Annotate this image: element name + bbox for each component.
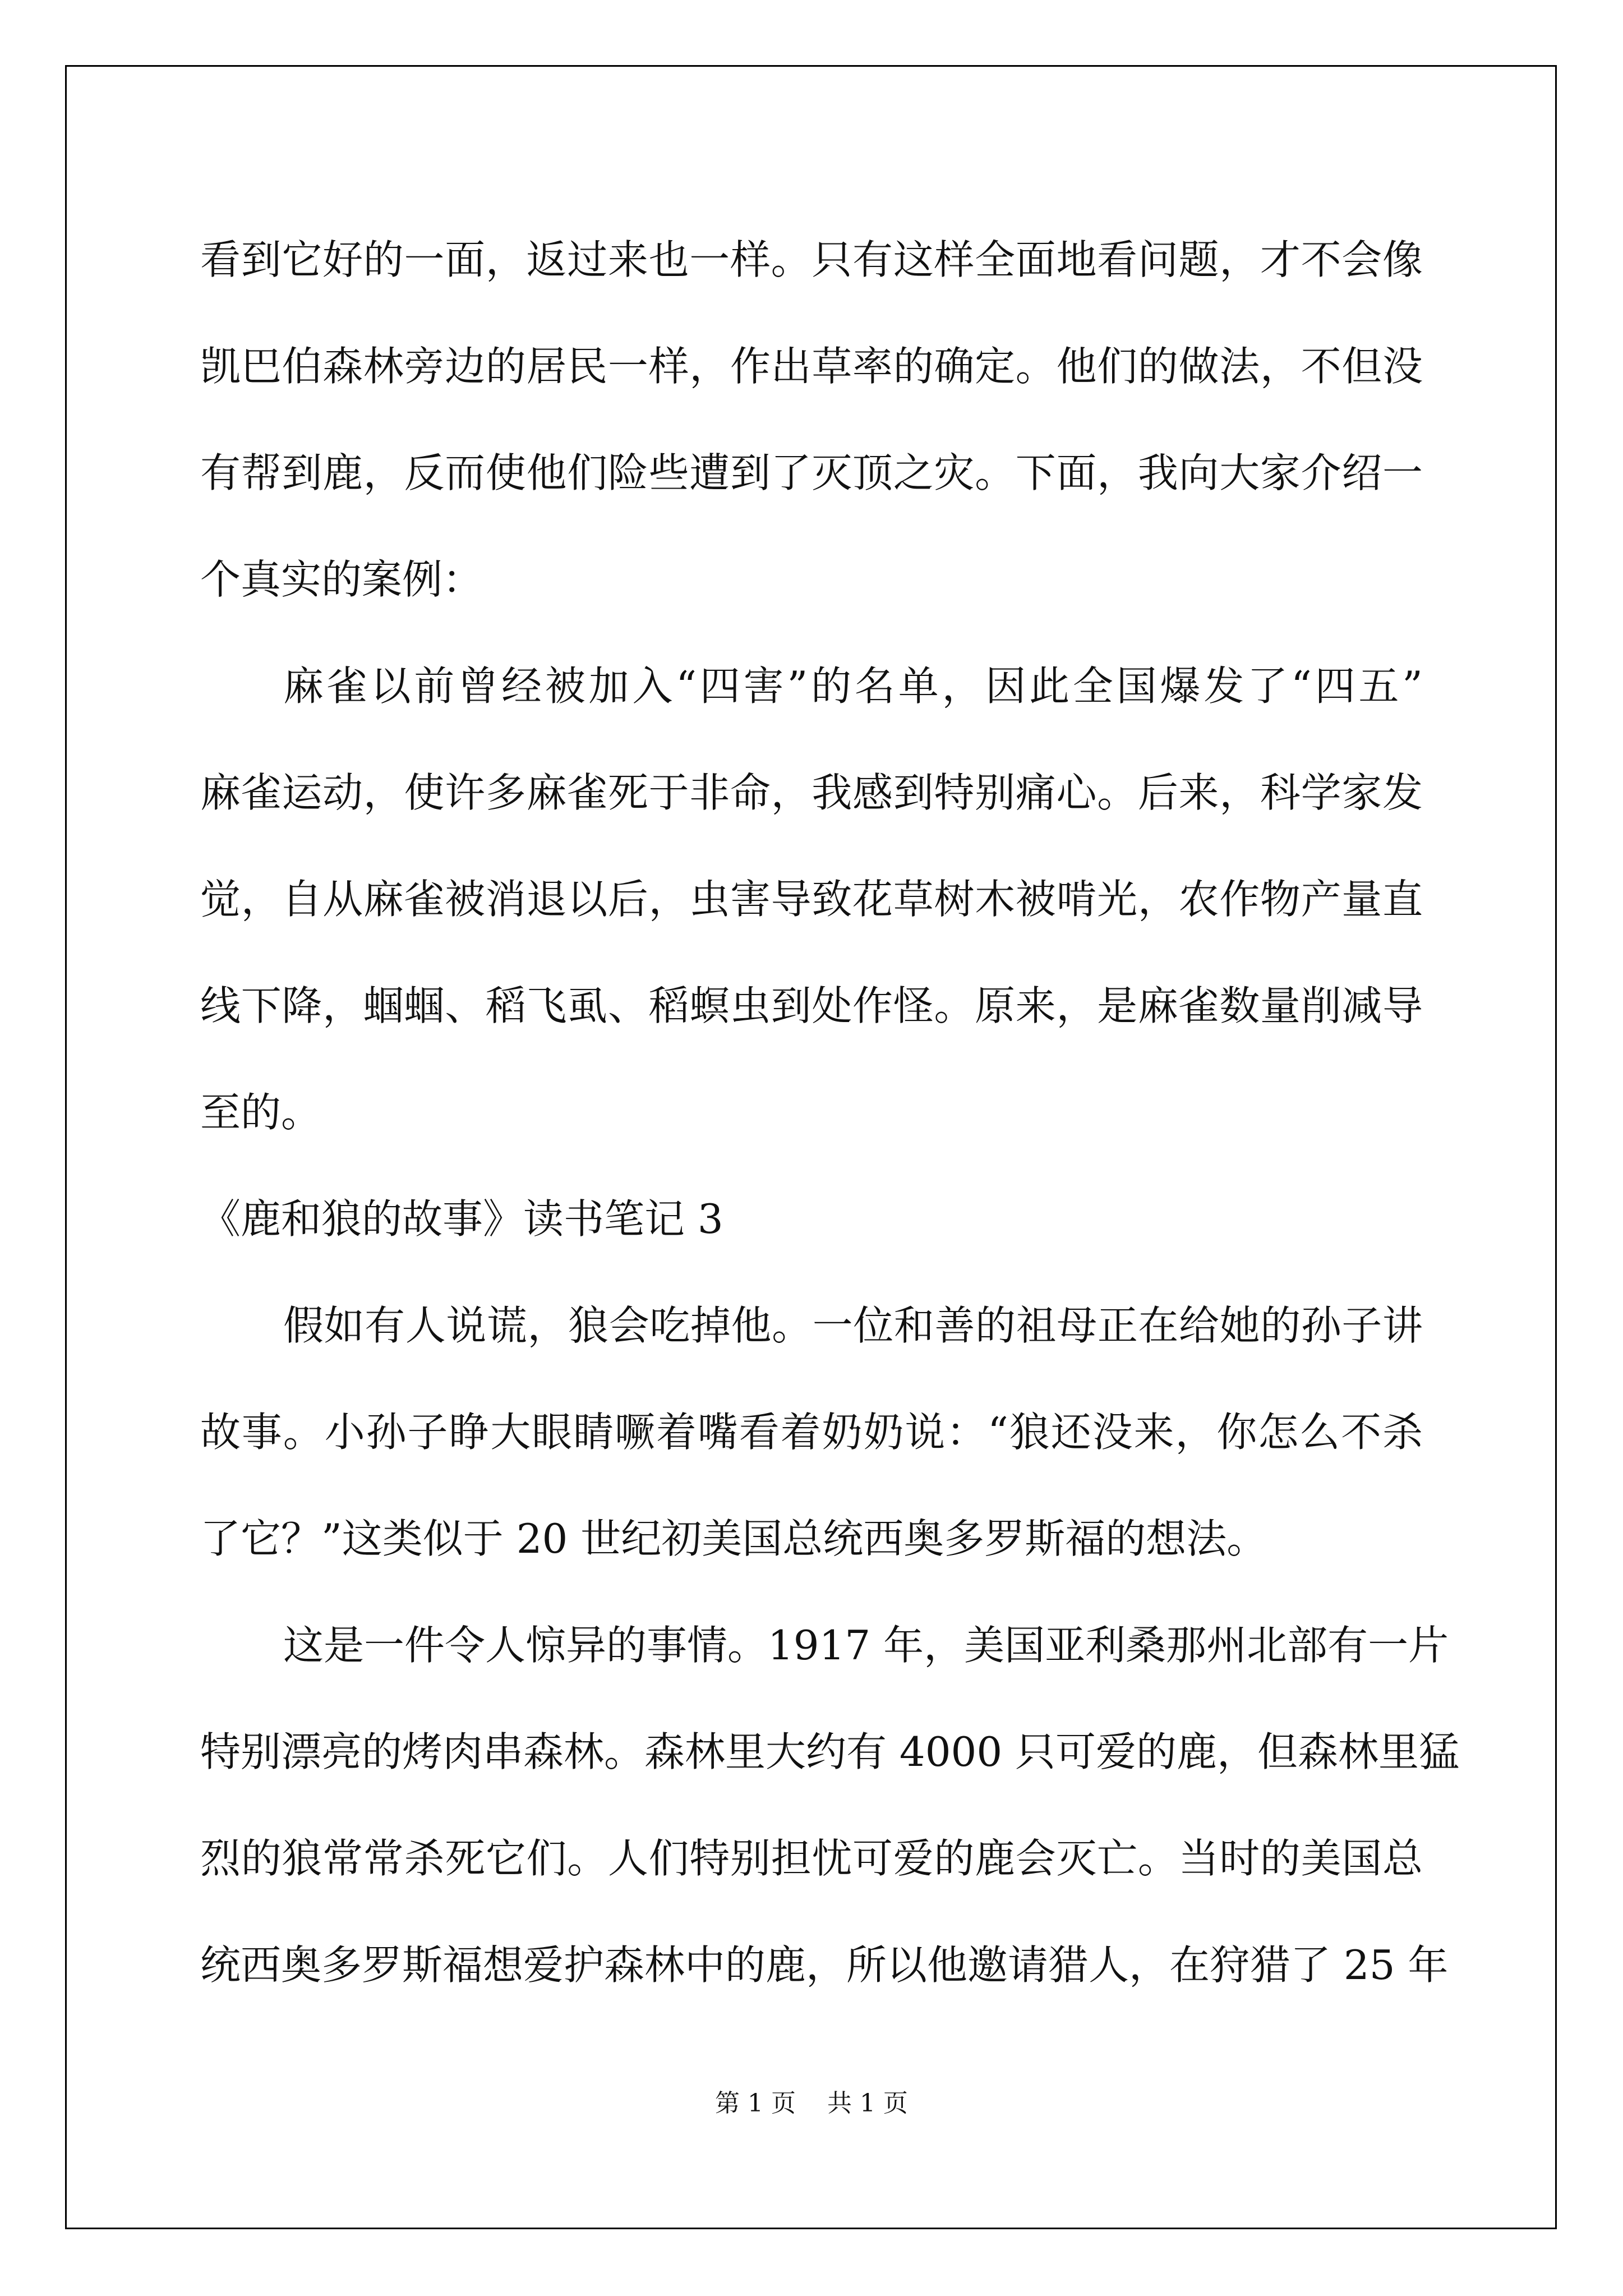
text-line: 了它？”这类似于 20 世纪初美国总统西奥多罗斯福的想法。 — [200, 1515, 1267, 1562]
section-heading: 《鹿和狼的故事》读书笔记 3 — [200, 1195, 723, 1243]
text-line: 凯巴伯森林旁边的居民一样，作出草率的确定。他们的做法，不但没 — [200, 343, 1423, 390]
text-line: 至的。 — [200, 1089, 322, 1136]
text-line: 麻雀运动，使许多麻雀死于非命，我感到特别痛心。后来，科学家发 — [200, 769, 1423, 816]
text-line: 觉，自从麻雀被消退以后，虫害导致花草树木被啃光，农作物产量直 — [200, 876, 1423, 923]
text-line: 假如有人说谎，狼会吃掉他。一位和善的祖母正在给她的孙子讲 — [283, 1302, 1423, 1349]
text-line: 线下降，蝈蝈、稻飞虱、稻螟虫到处作怪。原来，是麻雀数量削减导 — [200, 982, 1423, 1029]
page-footer: 第 1 页 共 1 页 — [715, 2089, 908, 2118]
document-body — [200, 206, 1460, 2018]
text-line: 故事。小孙子睁大眼睛噘着嘴看着奶奶说：“狼还没来，你怎么不杀 — [200, 1409, 1423, 1456]
text-line: 统西奥多罗斯福想爱护森林中的鹿，所以他邀请猎人，在狩猎了 25 年 — [200, 1941, 1449, 1989]
text-line: 这是一件令人惊异的事情。1917 年，美国亚利桑那州北部有一片 — [283, 1622, 1449, 1669]
text-line: 麻雀以前曾经被加入“四害”的名单，因此全国爆发了“四五” — [283, 662, 1423, 710]
text-line: 看到它好的一面，返过来也一样。只有这样全面地看问题，才不会像 — [200, 236, 1423, 283]
text-line: 有帮到鹿，反而使他们险些遭到了灭顶之灾。下面，我向大家介绍一 — [200, 449, 1423, 496]
text-line: 个真实的案例： — [200, 556, 483, 603]
text-line: 烈的狼常常杀死它们。人们特别担忧可爱的鹿会灭亡。当时的美国总 — [200, 1835, 1423, 1882]
text-line: 特别漂亮的烤肉串森林。森林里大约有 4000 只可爱的鹿，但森林里猛 — [200, 1728, 1460, 1775]
